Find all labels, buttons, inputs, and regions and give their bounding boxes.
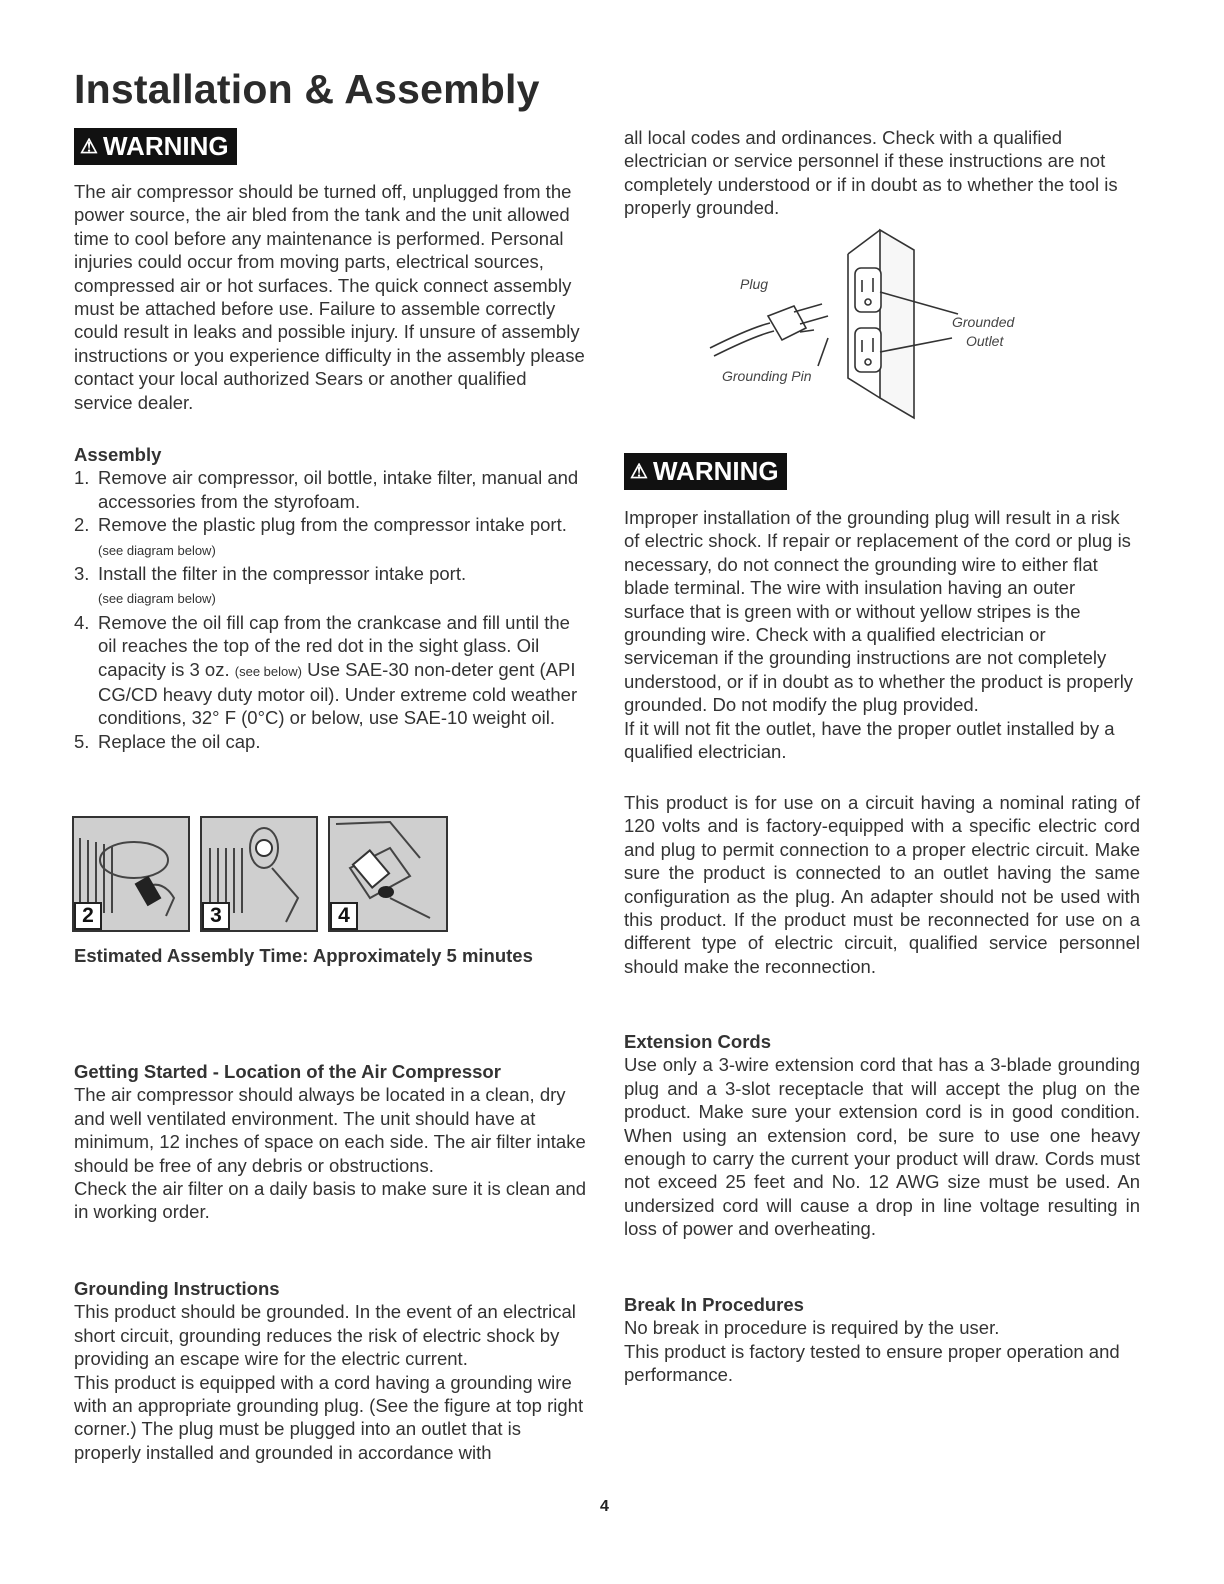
- step-number: 1.: [74, 467, 90, 489]
- assembly-photo-step-4: [328, 816, 448, 932]
- getting-started-heading: Getting Started - Location of the Air Compressor: [74, 1061, 501, 1082]
- assembly-section: [74, 443, 590, 753]
- grounded-label: Grounded: [952, 314, 1015, 330]
- estimated-assembly-time: Estimated Assembly Time: Approximately 5 minutes: [74, 945, 533, 966]
- break-in-p1: No break in procedure is required by the user.: [624, 1317, 1000, 1339]
- warning-1-block: [74, 180, 590, 414]
- plug-label: Plug: [740, 276, 769, 292]
- step-note: (see below): [234, 663, 302, 679]
- step-number: 4.: [74, 611, 90, 633]
- warning-badge-label: WARNING: [652, 456, 779, 486]
- getting-started-section: [74, 1060, 590, 1224]
- assembly-step: [74, 611, 590, 730]
- step-text-continued: Use SAE-30 non-deter gent (API CG/CD heavy duty motor oil). Under extreme cold weather conditions, 32° F (0°C) or below, use SAE-10 weight oil.: [98, 658, 578, 729]
- step-number: 2.: [74, 514, 90, 536]
- step-text: Replace the oil cap.: [98, 730, 261, 752]
- break-in-section: [624, 1293, 1140, 1387]
- warning-badge: [74, 128, 237, 165]
- photo-number-badge: 3: [202, 902, 230, 930]
- assembly-steps: [74, 466, 590, 753]
- assembly-photo-step-3: [200, 816, 318, 932]
- getting-started-p1: The air compressor should always be located in a clean, dry and well ventilated environment. The unit should have at minimum, 12 inches of space on each side. The air filter intake should be free of any debris or obstructions.: [74, 1084, 586, 1176]
- grounding-continued: [624, 126, 1140, 220]
- assembly-photo-step-2: [72, 816, 190, 932]
- grounding-heading: Grounding Instructions: [74, 1278, 280, 1299]
- grounding-p2: This product is equipped with a cord having a grounding wire with an appropriate grounding plug. (See the figure at top right corner.) The plug must be plugged into an outlet that is properly installed and grounded in accordance with: [74, 1371, 584, 1463]
- warning-2-p1: Improper installation of the grounding plug will result in a risk of electric shock. If repair or replacement of the cord or plug is necessary, do not connect the grounding wire to either flat blade terminal. The wire with insulation having an outer surface that is green with or without yellow stripes is the grounding wire. Check with a qualified electrician or serviceman if the grounding instructions are not completely understood, or if in doubt as to whether the product is properly grounded. Do not modify the plug provided.: [624, 507, 1134, 716]
- assembly-step: [74, 562, 590, 611]
- step-number: 3.: [74, 563, 90, 585]
- warning-triangle-icon: ⚠: [630, 461, 648, 483]
- getting-started-p2: Check the air filter on a daily basis to make sure it is clean and in working order.: [74, 1178, 587, 1223]
- extension-cords-section: [624, 1030, 1140, 1241]
- grounding-pin-label: Grounding Pin: [722, 368, 812, 384]
- warning-2-p3: This product is for use on a circuit having a nominal rating of 120 volts and is factory-equipped with a specific electric cord and plug to permit connection to a proper electric circuit. Make sure the product is connected to an outlet having the same configuration as the plug. An adapter should not be used with this product. If the product must be reconnected for use on a different type of electric circuit, qualified service personnel should make the reconnection.: [624, 792, 1140, 977]
- photo-number-badge: 2: [74, 902, 102, 930]
- assembly-heading: Assembly: [74, 444, 162, 465]
- extension-cords-text: Use only a 3-wire extension cord that has a 3-blade grounding plug and a 3-slot receptacle that will accept the plug on the product. Make sure your extension cord is in good condition. When using an extension cord, be sure to use one heavy enough to carry the current your product will draw. Cords must not exceed 25 feet and No. 12 AWG size must be used. An undersized cord will cause a drop in line voltage resulting in loss of power and overheating.: [624, 1054, 1140, 1240]
- grounding-p3: all local codes and ordinances. Check with a qualified electrician or service personnel if these instructions are not completely understood or if in doubt as to whether the tool is properly grounded.: [624, 127, 1118, 219]
- break-in-p2: This product is factory tested to ensure proper operation and performance.: [624, 1340, 1120, 1386]
- step-text: Install the filter in the compressor intake port.: [98, 563, 467, 585]
- step-number: 5.: [74, 730, 90, 752]
- outlet-label: Outlet: [966, 333, 1004, 349]
- grounding-section: [74, 1277, 590, 1464]
- assembly-step: [74, 513, 590, 562]
- warning-triangle-icon: ⚠: [80, 136, 98, 158]
- warning-2-p3-block: [624, 791, 1140, 978]
- assembly-step: [74, 730, 590, 753]
- break-in-heading: Break In Procedures: [624, 1294, 804, 1315]
- warning-2-block: [624, 506, 1140, 763]
- page-number: 4: [600, 1498, 609, 1515]
- warning-2-p2: If it will not fit the outlet, have the proper outlet installed by a qualified electrician.: [624, 717, 1115, 763]
- step-note: (see diagram below): [98, 542, 216, 558]
- photo-number-badge: 4: [330, 902, 358, 930]
- step-text: Remove the oil fill cap from the crankcase and fill until the oil reaches the top of the red dot in the sight glass. Oil capacity is 3 oz.: [98, 611, 570, 680]
- step-text: Remove air compressor, oil bottle, intake filter, manual and accessories from the styrofoam.: [98, 467, 579, 512]
- warning-badge-label: WARNING: [102, 131, 229, 161]
- grounded-outlet-figure: [690, 228, 1050, 428]
- warning-badge-2: [624, 453, 787, 490]
- extension-cords-heading: Extension Cords: [624, 1031, 771, 1052]
- assembly-step: [74, 466, 590, 513]
- step-text: Remove the plastic plug from the compressor intake port.: [98, 514, 567, 536]
- grounding-p1: This product should be grounded. In the event of an electrical short circuit, grounding reduces the risk of electric shock by providing an escape wire for the electric current.: [74, 1301, 576, 1370]
- step-note: (see diagram below): [98, 591, 216, 607]
- warning-1-text: The air compressor should be turned off, unplugged from the power source, the air bled from the tank and the unit allowed time to cool before any maintenance is performed. Personal injuries could occur from moving parts, electrical sources, compressed air or hot surfaces. The quick connect assembly must be attached before use. Failure to assemble correctly could result in leaks and possible injury. If unsure of assembly instructions or you experience difficulty in the assembly please contact your local authorized Sears or another qualified service dealer.: [74, 181, 585, 413]
- page-title: Installation & Assembly: [74, 66, 540, 112]
